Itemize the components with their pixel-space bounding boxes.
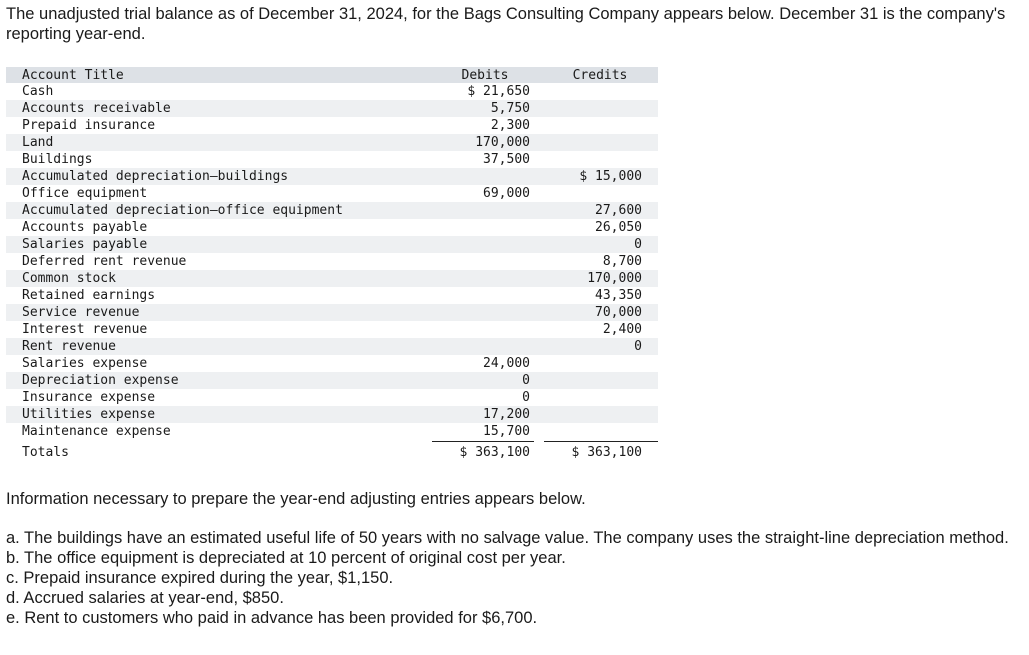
info-heading: Information necessary to prepare the year-end adjusting entries appears below. <box>6 490 586 508</box>
adjustment-item-b: b. The office equipment is depreciated at 10 percent of original cost per year. <box>6 549 566 567</box>
debit-cell: 17,200 <box>483 407 530 422</box>
totals-label: Totals <box>22 445 69 460</box>
debit-cell <box>430 236 530 253</box>
credit-cell: $ 15,000 <box>579 169 642 184</box>
credit-cell <box>542 134 642 151</box>
account-cell: Accounts payable <box>22 220 148 235</box>
credit-cell: 0 <box>634 339 642 354</box>
credit-cell <box>542 355 642 372</box>
account-cell: Maintenance expense <box>22 424 171 439</box>
account-cell: Accounts receivable <box>22 101 171 116</box>
account-cell: Interest revenue <box>22 322 148 337</box>
totals-debit: $ 363,100 <box>459 445 530 460</box>
credit-cell: 70,000 <box>595 305 642 320</box>
credit-cell: 43,350 <box>595 288 642 303</box>
account-cell: Retained earnings <box>22 288 156 303</box>
credit-cell <box>542 185 642 202</box>
table-row <box>6 321 658 338</box>
table-row <box>6 372 658 389</box>
table-row <box>6 202 658 219</box>
credit-cell <box>542 372 642 389</box>
credit-cell <box>542 83 642 100</box>
debit-cell: 5,750 <box>490 101 530 116</box>
account-cell: Buildings <box>22 152 93 167</box>
header-debits: Debits <box>461 68 509 83</box>
credit-cell <box>542 117 642 134</box>
debit-cell: 0 <box>522 390 530 405</box>
table-row <box>6 304 658 321</box>
totals-rule-debit <box>432 441 534 442</box>
intro-text: The unadjusted trial balance as of December 31, 2024, for the Bags Consulting Company appears below. December 31 is the company's reporting year-end. <box>6 5 1006 43</box>
table-row <box>6 389 658 406</box>
table-row <box>6 253 658 270</box>
table-row <box>6 236 658 253</box>
debit-cell: 170,000 <box>475 135 530 150</box>
debit-cell <box>430 321 530 338</box>
credit-cell <box>542 423 642 440</box>
adjustment-list <box>6 528 1026 628</box>
table-row <box>6 406 658 423</box>
table-row <box>6 355 658 372</box>
debit-cell <box>430 202 530 219</box>
debit-cell: 15,700 <box>483 424 530 439</box>
credit-cell: 2,400 <box>602 322 642 337</box>
table-row <box>6 117 658 134</box>
account-cell: Cash <box>22 84 54 99</box>
credit-cell: 8,700 <box>602 254 642 269</box>
debit-cell: 69,000 <box>483 186 530 201</box>
debit-cell: 0 <box>522 373 530 388</box>
debit-cell: 2,300 <box>490 118 530 133</box>
table-row <box>6 287 658 304</box>
credit-cell <box>542 389 642 406</box>
credit-cell <box>542 100 642 117</box>
account-cell: Deferred rent revenue <box>22 254 187 269</box>
header-account-title: Account Title <box>22 68 124 83</box>
credit-cell: 27,600 <box>595 203 642 218</box>
credit-cell <box>542 151 642 168</box>
credit-cell: 170,000 <box>587 271 642 286</box>
table-header-row <box>6 67 658 83</box>
account-cell: Salaries expense <box>22 356 148 371</box>
account-cell: Service revenue <box>22 305 140 320</box>
adjustment-item-c: c. Prepaid insurance expired during the year, $1,150. <box>6 569 394 587</box>
trial-balance-table <box>6 67 658 465</box>
account-cell: Common stock <box>22 271 116 286</box>
account-cell: Land <box>22 135 54 150</box>
table-row <box>6 338 658 355</box>
debit-cell <box>430 304 530 321</box>
debit-cell <box>430 219 530 236</box>
table-row <box>6 83 658 100</box>
table-row <box>6 134 658 151</box>
table-row <box>6 168 658 185</box>
debit-cell <box>430 253 530 270</box>
account-cell: Rent revenue <box>22 339 116 354</box>
debit-cell: 24,000 <box>483 356 530 371</box>
account-cell: Prepaid insurance <box>22 118 156 133</box>
credit-cell: 26,050 <box>595 220 642 235</box>
header-credits: Credits <box>572 68 628 83</box>
table-row <box>6 185 658 202</box>
table-row <box>6 100 658 117</box>
account-cell: Insurance expense <box>22 390 156 405</box>
adjustment-item-d: d. Accrued salaries at year-end, $850. <box>6 589 284 607</box>
account-cell: Depreciation expense <box>22 373 179 388</box>
adjustment-item-e: e. Rent to customers who paid in advance has been provided for $6,700. <box>6 609 538 627</box>
table-row <box>6 270 658 287</box>
adjustment-item-a: a. The buildings have an estimated useful life of 50 years with no salvage value. The company uses the straight-line depreciation method. <box>6 529 1009 547</box>
table-row <box>6 423 658 440</box>
account-cell: Utilities expense <box>22 407 156 422</box>
debit-cell <box>430 338 530 355</box>
account-cell: Accumulated depreciation–office equipment <box>22 203 343 218</box>
debit-cell <box>430 168 530 185</box>
totals-row <box>6 441 658 465</box>
debit-cell <box>430 270 530 287</box>
debit-cell: 37,500 <box>483 152 530 167</box>
table-row <box>6 219 658 236</box>
table-body <box>6 83 658 440</box>
totals-rule-credit <box>544 441 658 442</box>
debit-cell <box>430 287 530 304</box>
debit-cell: $ 21,650 <box>467 84 530 99</box>
table-row <box>6 151 658 168</box>
account-cell: Accumulated depreciation–buildings <box>22 169 289 184</box>
credit-cell <box>542 406 642 423</box>
credit-cell: 0 <box>634 237 642 252</box>
account-cell: Office equipment <box>22 186 148 201</box>
account-cell: Salaries payable <box>22 237 148 252</box>
totals-credit: $ 363,100 <box>571 445 642 460</box>
